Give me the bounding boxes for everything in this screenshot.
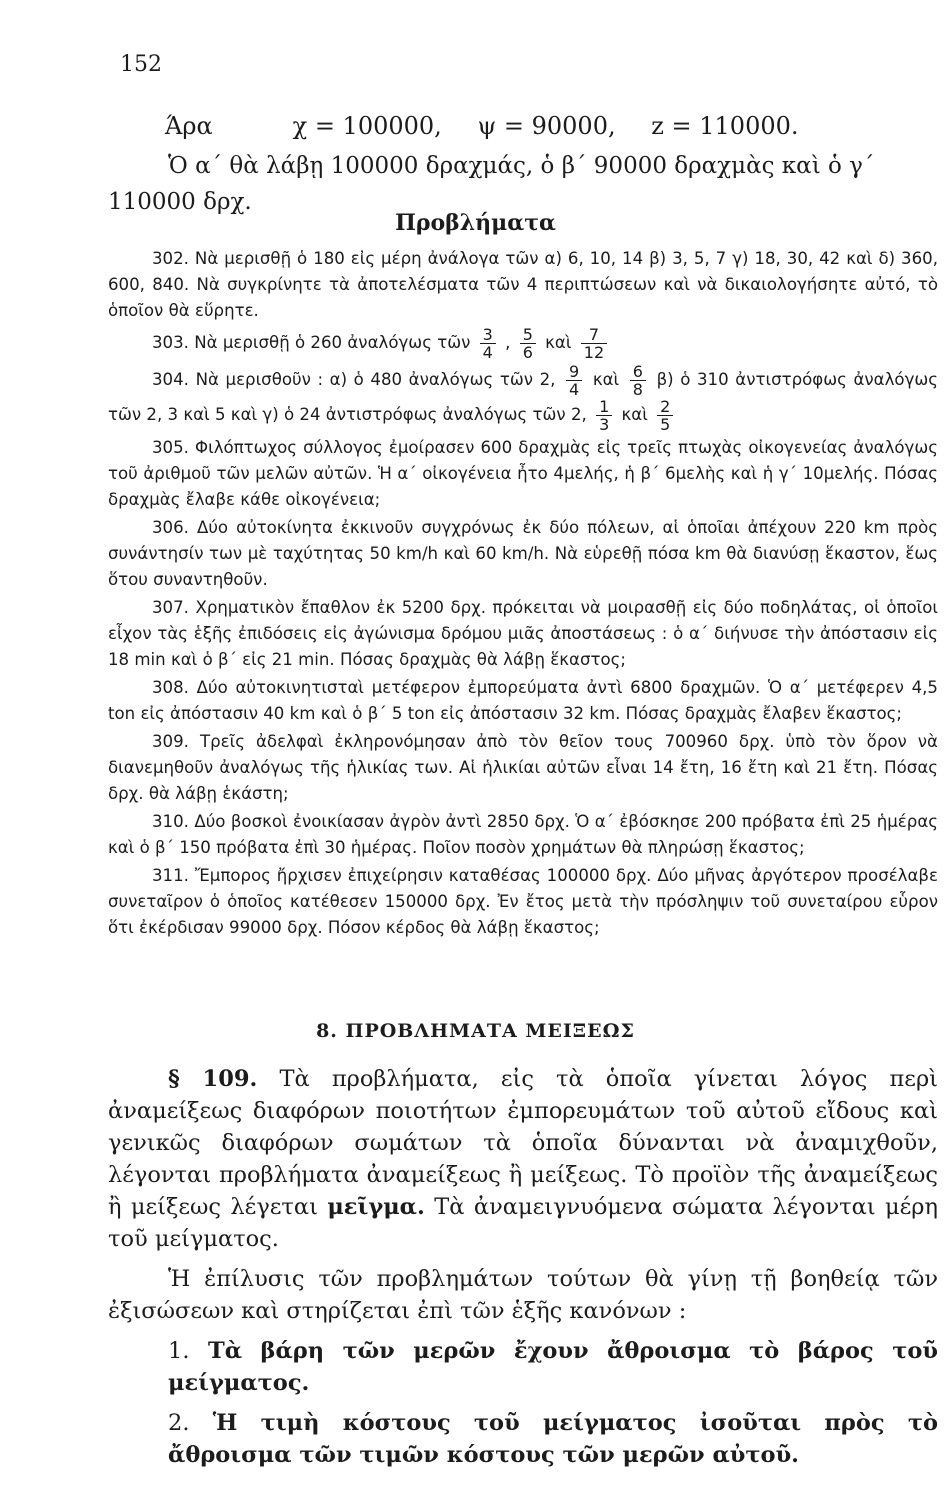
problem-number: 307. xyxy=(152,598,189,617)
problem-number: 305. xyxy=(152,438,189,457)
problems-heading: Προβλήματα xyxy=(395,210,556,236)
fraction xyxy=(630,363,646,398)
numerator: 9 xyxy=(569,362,580,381)
fraction xyxy=(596,398,612,433)
numerator: 1 xyxy=(599,397,610,416)
rule-number: 2. xyxy=(168,1410,190,1436)
separator: , xyxy=(505,333,511,352)
problem-text: Νὰ μερισθοῦν : α) ὁ 480 ἀναλόγως τῶν 2, xyxy=(195,370,556,389)
problem-number: 306. xyxy=(152,518,189,537)
denominator: 4 xyxy=(566,380,582,398)
problems-list xyxy=(108,246,938,943)
problem-text: Νὰ μερισθῇ ὁ 180 εἰς μέρη ἀνάλογα τῶν α) 6, 10, 14 β) 3, 5, 7 γ) 18, 30, 42 καὶ δ) 360, 600, 840. Νὰ συγκρίνητε τὰ ἀποτελέσματα τῶν 4 περιπτώσεων καὶ νὰ δικαιολογήσητε αὐτό, τὸ ὁποῖον θὰ εὕρητε. xyxy=(108,249,939,320)
paragraph-number: § 109. xyxy=(168,1066,258,1092)
denominator: 3 xyxy=(596,415,612,433)
problem-text: β) ὁ 310 ἀντιστρόφως ἀναλόγως τῶν 2, 3 καὶ 5 καὶ γ) ὁ 24 ἀντιστρόφως ἀναλόγως τῶν 2, xyxy=(108,370,939,424)
problem-text: Νὰ μερισθῇ ὁ 260 ἀναλόγως τῶν xyxy=(194,333,471,352)
numerator: 6 xyxy=(632,362,643,381)
denominator: 8 xyxy=(630,380,646,398)
problem-308 xyxy=(108,675,938,727)
problem-number: 303. xyxy=(152,333,189,352)
problem-number: 309. xyxy=(152,732,189,751)
fraction xyxy=(581,326,607,361)
denominator: 5 xyxy=(657,415,673,433)
conjunction: καὶ xyxy=(592,370,620,389)
rule-text: Τὰ βάρη τῶν μερῶν ἔχουν ἄθροισμα τὸ βάρος τοῦ μείγματος. xyxy=(168,1338,938,1396)
result-x: χ = 100000, xyxy=(292,112,442,140)
problem-text: Φιλόπτωχος σύλλογος ἐμοίρασεν 600 δραχμὰς εἰς τρεῖς πτωχὰς οἰκογενείας ἀναλόγως τοῦ ἀριθμοῦ τῶν μελῶν αὐτῶν. Ἡ α΄ οἰκογένεια ἦτο 4μελής, ἡ β΄ 6μελὴς καὶ ἡ γ΄ 10μελής. Πόσας δραχμὰς ἔλαβε κάθε οἰκογένεια; xyxy=(108,438,938,509)
problem-text: Δύο αὐτοκίνητα ἐκκινοῦν συγχρόνως ἐκ δύο πόλεων, αἱ ὁποῖαι ἀπέχουν 220 km πρὸς συνάντησίν των μὲ ταχύτητας 50 km/h καὶ 60 km/h. Νὰ εὑρεθῇ πόσα km θὰ διανύσῃ ἕκαστον, ἕως ὅτου συναντηθοῦν. xyxy=(108,518,938,589)
denominator: 6 xyxy=(520,343,536,361)
denominator: 4 xyxy=(480,343,496,361)
conjunction: καὶ xyxy=(545,333,572,352)
problem-305 xyxy=(108,435,938,513)
term-parts: μέρη τοῦ μείγματος. xyxy=(108,1194,939,1252)
fraction xyxy=(520,326,536,361)
section-title: 8. ΠΡΟΒΛΗΜΑΤΑ ΜΕΙΞΕΩΣ xyxy=(316,1020,635,1042)
definition-paragraph xyxy=(108,1063,938,1255)
numerator: 3 xyxy=(482,325,493,344)
method-paragraph: Ἡ ἐπίλυσις τῶν προβλημάτων τούτων θὰ γίνῃ τῇ βοηθείᾳ τῶν ἐξισώσεων καὶ στηρίζεται ἐπὶ τῶν ἑξῆς κανόνων : xyxy=(108,1266,938,1324)
result-z: z = 110000. xyxy=(651,112,799,140)
problem-310 xyxy=(108,809,938,861)
problem-text: Χρηματικὸν ἔπαθλον ἐκ 5200 δρχ. πρόκειται νὰ μοιρασθῇ εἰς δύο ποδηλάτας, οἱ ὁποῖοι εἶχον τὰς ἑξῆς ἐπιδόσεις εἰς ἀγώνισμα δρόμου μιᾶς ἀποστάσεως : ὁ α΄ διήνυσε τὴν ἀπόστασιν εἰς 18 min καὶ ὁ β΄ εἰς 21 min. Πόσας δραχμὰς θὰ λάβῃ ἕκαστος; xyxy=(108,598,939,669)
section-body xyxy=(108,1063,938,1479)
problem-text: Τρεῖς ἀδελφαὶ ἐκληρονόμησαν ἀπὸ τὸν θεῖον τους 700960 δρχ. ὑπὸ τὸν ὅρον νὰ διανεμηθοῦν ἀναλόγως τῆς ἡλικίας των. Αἱ ἡλικίαι αὐτῶν εἶναι 14 ἔτη, 16 ἔτη καὶ 21 ἔτη. Πόσας δρχ. θὰ λάβῃ ἑκάστη; xyxy=(108,732,938,803)
problem-307 xyxy=(108,595,938,673)
problem-number: 304. xyxy=(152,370,189,389)
result-y: ψ = 90000, xyxy=(477,112,616,140)
page-number: 152 xyxy=(120,52,162,77)
rule-number: 1. xyxy=(168,1338,190,1364)
numerator: 7 xyxy=(588,325,600,344)
problem-text: Δύο αὐτοκινητισταὶ μετέφερον ἐμπορεύματα ἀντὶ 6800 δραχμῶν. Ὁ α΄ μετέφερεν 4,5 ton εἰς ἀπόστασιν 40 km καὶ ὁ β΄ 5 ton εἰς ἀπόστασιν 32 km. Πόσας δραχμὰς ἔλαβεν ἕκαστος; xyxy=(108,678,938,723)
problem-number: 302. xyxy=(152,249,189,268)
problem-number: 311. xyxy=(152,866,189,885)
rule-text: Ἡ τιμὴ κόστους τοῦ μείγματος ἰσοῦται πρὸς τὸ ἄθροισμα τῶν τιμῶν κόστους τῶν μερῶν αὐτοῦ. xyxy=(168,1410,938,1468)
problem-303 xyxy=(108,326,938,361)
result-label: Άρα xyxy=(165,112,213,140)
problem-number: 310. xyxy=(152,812,189,831)
denominator: 12 xyxy=(581,343,607,361)
problem-text: Ἔμπορος ἤρχισεν ἐπιχείρησιν καταθέσας 100000 δρχ. Δύο μῆνας ἀργότερον προσέλαβε συνεταῖρον ὁ ὁποῖος κατέθεσεν 150000 δρχ. Ἐν ἔτος μετὰ τὴν πρόσληψιν τοῦ συνεταίρου εὗρον ὅτι ἐκέρδισαν 99000 δρχ. Πόσον κέρδος θὰ λάβῃ ἕκαστος; xyxy=(108,866,938,937)
rule-1 xyxy=(108,1335,938,1399)
problem-text: Δύο βοσκοὶ ἐνοικίασαν ἀγρὸν ἀντὶ 2850 δρχ. Ὁ α΄ ἐβόσκησε 200 πρόβατα ἐπὶ 25 ἡμέρας καὶ ὁ β΄ 150 πρόβατα ἐπὶ 30 ἡμέρας. Ποῖον ποσὸν χρημάτων θὰ πληρώσῃ ἕκαστος; xyxy=(108,812,938,857)
fraction xyxy=(480,326,496,361)
paragraph-text: Τὰ ἀναμειγνυόμενα σώματα λέγονται xyxy=(434,1194,876,1220)
numerator: 2 xyxy=(660,397,671,416)
paragraph-text: Τὰ προβλήματα, εἰς τὰ ὁποῖα γίνεται λόγος περὶ ἀναμείξεως διαφόρων ποιοτήτων ἐμπορευμάτων τοῦ αὐτοῦ εἴδους καὶ γενικῶς διαφόρων σωμάτων τὰ ὁποῖα δύνανται νὰ ἀναμιχθοῦν, λέγονται προβλήματα ἀναμείξεως ἢ μείξεως. Τὸ προϊὸν τῆς ἀναμείξεως ἢ μείξεως λέγεται xyxy=(108,1066,938,1220)
problem-311 xyxy=(108,863,938,941)
problem-302 xyxy=(108,246,938,324)
problem-304 xyxy=(108,363,938,433)
term-mixture: μεῖγμα. xyxy=(327,1194,425,1220)
fraction xyxy=(566,363,582,398)
fraction xyxy=(657,398,673,433)
problem-number: 308. xyxy=(152,678,189,697)
problem-309 xyxy=(108,729,938,807)
conclusion-text: Ὁ α΄ θὰ λάβῃ 100000 δραχμάς, ὁ β΄ 90000 δραχμὰς καὶ ὁ γ΄ 110000 δρχ. xyxy=(108,153,875,215)
numerator: 5 xyxy=(522,325,533,344)
conjunction: καὶ xyxy=(621,405,648,424)
problem-306 xyxy=(108,515,938,593)
result-line xyxy=(165,112,827,140)
rule-2 xyxy=(108,1407,938,1471)
